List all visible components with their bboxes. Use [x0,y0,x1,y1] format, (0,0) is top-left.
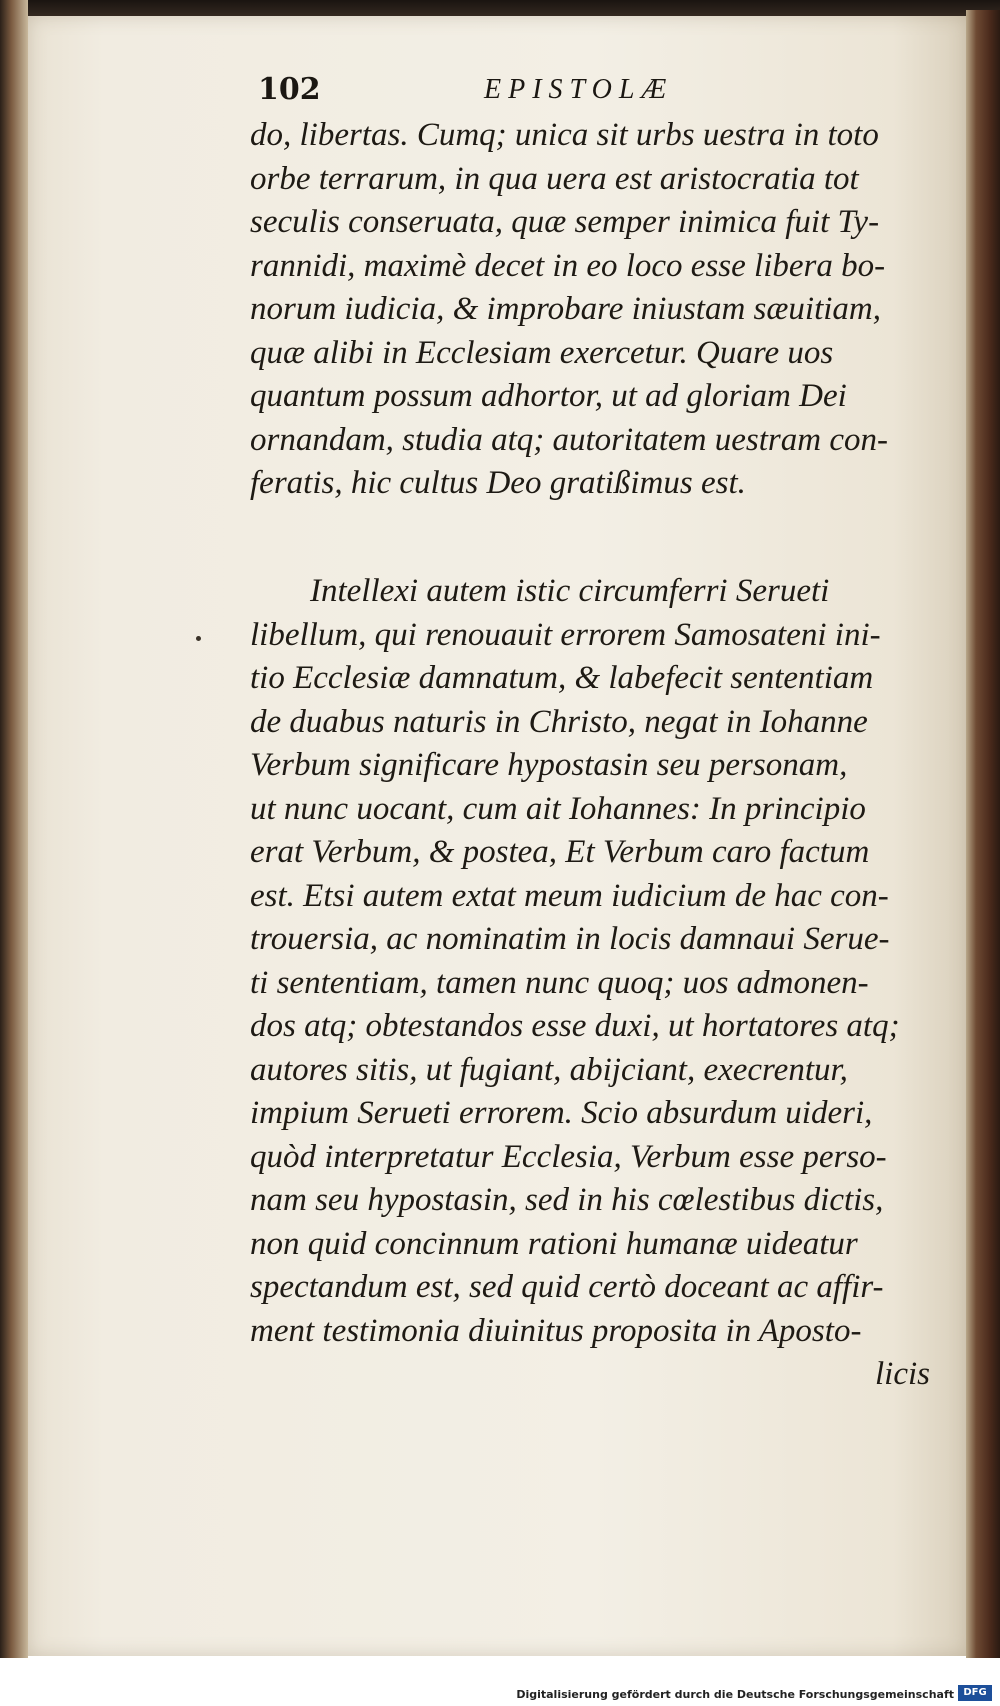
text-line: nam seu hypostasin, sed in his cœlestibus dictis, [250,1182,884,1218]
text-line: quæ alibi in Ecclesiam exercetur. Quare uos [250,334,834,371]
book-right-edge [966,10,1000,1660]
book-left-edge [0,0,28,1660]
paragraph-2 [250,570,930,1397]
margin-dot-mark [196,636,201,641]
running-head: EPISTOLÆ [484,74,674,105]
text-line: dos atq; obtestandos esse duxi, ut hortatores atq; [250,1008,900,1044]
text-line: quòd interpretatur Ecclesia, Verbum esse perso- [250,1138,887,1175]
text-line: ti sententiam, tamen nunc quoq; uos admonen- [250,964,869,1001]
text-line: quantum possum adhortor, ut ad gloriam Dei [250,378,847,414]
text-line: est. Etsi autem extat meum iudicium de hac con- [250,877,889,914]
text-line: spectandum est, sed quid certò doceant ac affir- [250,1269,884,1305]
text-line: trouersia, ac nominatim in locis damnaui Serue- [250,921,890,957]
text-line: impium Serueti errorem. Scio absurdum uideri, [250,1095,873,1131]
text-line: Intellexi autem istic circumferri Serueti [310,573,830,609]
page-header [258,72,818,112]
text-line: tio Ecclesiæ damnatum, & labefecit sententiam [250,660,874,696]
digitization-credit: Digitalisierung gefördert durch die Deutsche Forschungsgemeinschaft [516,1688,954,1701]
dfg-logo: DFG [958,1685,992,1701]
text-line: autores sitis, ut fugiant, abijciant, execrentur, [250,1051,848,1088]
text-line: ment testimonia diuinitus proposita in Aposto- [250,1312,862,1349]
text-line: de duabus naturis in Christo, negat in Iohanne [250,703,868,740]
text-line: norum iudicia, & improbare iniustam sæuitiam, [250,291,881,327]
text-line: non quid concinnum rationi humanæ uideatur [250,1225,858,1262]
text-line: orbe terrarum, in qua uera est aristocratia tot [250,160,859,197]
page-number: 102 [258,72,321,107]
text-line: Verbum significare hypostasin seu personam, [250,747,848,783]
paragraph-1 [250,114,930,506]
catchword: licis [875,1356,930,1392]
text-line: rannidi, maximè decet in eo loco esse libera bo- [250,247,886,284]
text-line: ut nunc uocant, cum ait Iohannes: In principio [250,790,866,827]
text-line: seculis conseruata, quæ semper inimica fuit Ty- [250,204,880,240]
text-line: ornandam, studia atq; autoritatem uestram con- [250,421,888,458]
text-line: feratis, hic cultus Deo gratißimus est. [250,465,746,501]
text-line: erat Verbum, & postea, Et Verbum caro factum [250,834,870,870]
text-line: do, libertas. Cumq; unica sit urbs uestra in toto [250,117,879,153]
text-line: libellum, qui renouauit errorem Samosateni ini- [250,616,881,653]
